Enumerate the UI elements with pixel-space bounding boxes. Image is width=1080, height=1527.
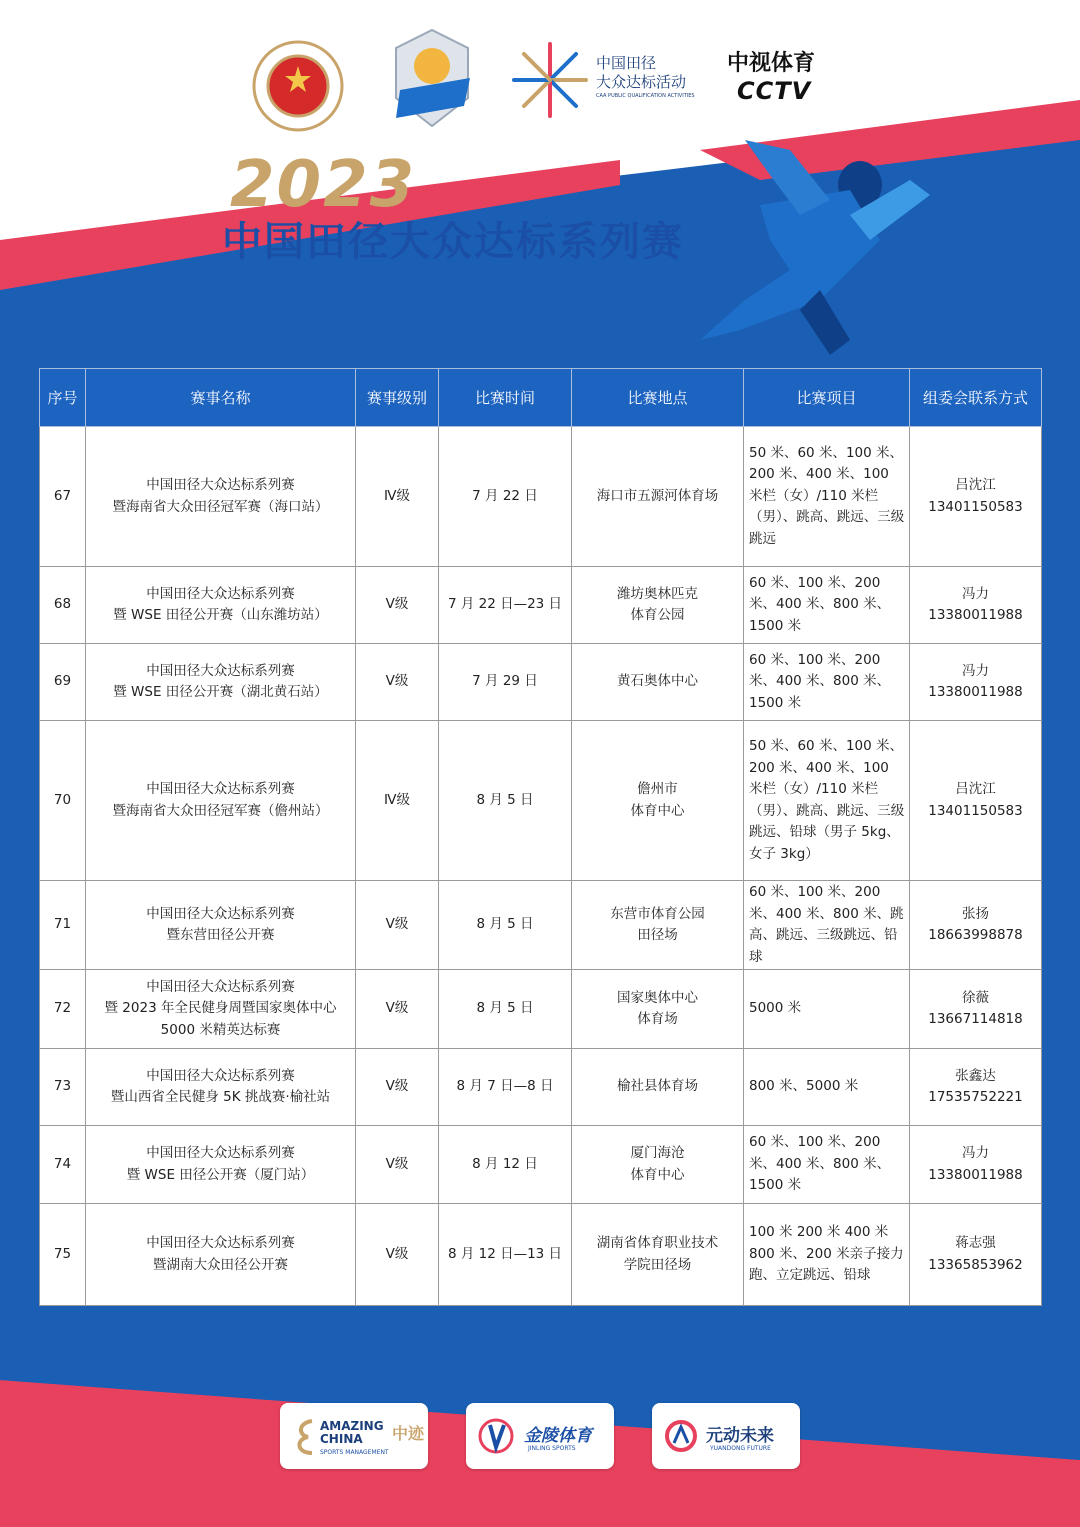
cell-event: 中国田径大众达标系列赛 暨 WSE 田径公开赛（山东潍坊站） [86, 567, 356, 644]
logo-row [0, 28, 1080, 138]
sponsor-cn: 中迹 [392, 1424, 425, 1443]
header-cell: 赛事级别 [356, 369, 439, 427]
page-title: 中国田径大众达标系列赛 [222, 219, 684, 265]
cell-date: 8 月 12 日—13 日 [439, 1204, 572, 1306]
cell-contact: 蒋志强 13365853962 [910, 1204, 1042, 1306]
cell-date: 8 月 7 日—8 日 [439, 1049, 572, 1126]
cell-event: 中国田径大众达标系列赛 暨东营田径公开赛 [86, 881, 356, 970]
table-row [40, 427, 1042, 567]
cell-date: 7 月 22 日 [439, 427, 572, 567]
cell-venue: 湖南省体育职业技术 学院田径场 [572, 1204, 744, 1306]
activity-logo-text [596, 54, 716, 101]
cell-number: 72 [40, 970, 86, 1049]
header-cell: 比赛项目 [744, 369, 910, 427]
table-row [40, 881, 1042, 970]
header-cell: 组委会联系方式 [910, 369, 1042, 427]
cell-contact: 吕沈江 13401150583 [910, 721, 1042, 881]
sponsor-amazing-china [280, 1403, 428, 1469]
cell-contact: 冯力 13380011988 [910, 567, 1042, 644]
cell-items: 800 米、5000 米 [744, 1049, 910, 1126]
cell-items: 5000 米 [744, 970, 910, 1049]
sponsor-jinling [466, 1403, 614, 1469]
cell-contact: 徐薇 13667114818 [910, 970, 1042, 1049]
table-header-row [40, 369, 1042, 427]
sponsor-sub: YUANDONG FUTURE [710, 1445, 771, 1452]
cell-contact: 冯力 13380011988 [910, 644, 1042, 721]
cell-items: 50 米、60 米、100 米、200 米、400 米、100 米栏（女）/110 米栏（男）、跳高、跳远、三级跳远、铅球（男子 5kg、女子 3kg） [744, 721, 910, 881]
table-row [40, 1126, 1042, 1204]
cell-date: 8 月 12 日 [439, 1126, 572, 1204]
cell-level: Ⅴ级 [356, 1049, 439, 1126]
cell-level: Ⅴ级 [356, 1204, 439, 1306]
cell-level: Ⅴ级 [356, 881, 439, 970]
cell-items: 60 米、100 米、200 米、400 米、800 米、1500 米 [744, 567, 910, 644]
cell-event: 中国田径大众达标系列赛 暨 WSE 田径公开赛（湖北黄石站） [86, 644, 356, 721]
schedule-table [39, 368, 1042, 1306]
activity-line2: 大众达标活动 [596, 73, 687, 91]
cell-number: 68 [40, 567, 86, 644]
cell-items: 60 米、100 米、200 米、400 米、800 米、跳高、跳远、三级跳远、铅球 [744, 881, 910, 970]
cell-event: 中国田径大众达标系列赛 暨山西省全民健身 5K 挑战赛·榆社站 [86, 1049, 356, 1126]
cell-date: 8 月 5 日 [439, 881, 572, 970]
cell-event: 中国田径大众达标系列赛 暨海南省大众田径冠军赛（海口站） [86, 427, 356, 567]
cell-level: Ⅴ级 [356, 1126, 439, 1204]
cell-number: 70 [40, 721, 86, 881]
cell-items: 60 米、100 米、200 米、400 米、800 米、1500 米 [744, 644, 910, 721]
cell-number: 74 [40, 1126, 86, 1204]
jinling-icon [476, 1417, 516, 1455]
cell-contact: 冯力 13380011988 [910, 1126, 1042, 1204]
cell-event: 中国田径大众达标系列赛 暨海南省大众田径冠军赛（儋州站） [86, 721, 356, 881]
activity-en: CAA PUBLIC QUALIFICATION ACTIVITIES [596, 93, 695, 99]
caa-emblem-icon [252, 40, 344, 132]
table-row [40, 721, 1042, 881]
header-cell: 序号 [40, 369, 86, 427]
activity-line1: 中国田径 [596, 54, 657, 72]
table-row [40, 644, 1042, 721]
cell-items: 60 米、100 米、200 米、400 米、800 米、1500 米 [744, 1126, 910, 1204]
cell-venue: 海口市五源河体育场 [572, 427, 744, 567]
table-row [40, 970, 1042, 1049]
cell-venue: 儋州市 体育中心 [572, 721, 744, 881]
table-row [40, 1049, 1042, 1126]
title-year: 2023 [230, 148, 417, 222]
cell-level: Ⅳ级 [356, 427, 439, 567]
cell-number: 67 [40, 427, 86, 567]
cell-number: 73 [40, 1049, 86, 1126]
cell-contact: 吕沈江 13401150583 [910, 427, 1042, 567]
cell-date: 7 月 22 日—23 日 [439, 567, 572, 644]
cell-venue: 东营市体育公园 田径场 [572, 881, 744, 970]
header-cell: 赛事名称 [86, 369, 356, 427]
table-row [40, 1204, 1042, 1306]
header-cell: 比赛时间 [439, 369, 572, 427]
cell-venue: 黄石奥体中心 [572, 644, 744, 721]
table-row [40, 567, 1042, 644]
cell-venue: 潍坊奥林匹克 体育公园 [572, 567, 744, 644]
cell-event: 中国田径大众达标系列赛 暨湖南大众田径公开赛 [86, 1204, 356, 1306]
header-cell: 比赛地点 [572, 369, 744, 427]
cell-event: 中国田径大众达标系列赛 暨 WSE 田径公开赛（厦门站） [86, 1126, 356, 1204]
broadcaster-logo [727, 46, 837, 105]
cell-venue: 榆社县体育场 [572, 1049, 744, 1126]
sponsor-sub: SPORTS MANAGEMENT [320, 1449, 389, 1456]
cell-items: 50 米、60 米、100 米、200 米、400 米、100 米栏（女）/110 米栏（男）、跳高、跳远、三级跳远 [744, 427, 910, 567]
cell-event: 中国田径大众达标系列赛 暨 2023 年全民健身周暨国家奥体中心 5000 米精英达标赛 [86, 970, 356, 1049]
cell-date: 7 月 29 日 [439, 644, 572, 721]
sponsor-name: 元动未来 [706, 1426, 774, 1446]
cell-number: 71 [40, 881, 86, 970]
broadcaster-cn: 中视体育 [727, 51, 816, 76]
broadcaster-en: CCTV [737, 77, 812, 105]
cell-number: 69 [40, 644, 86, 721]
cell-level: Ⅳ级 [356, 721, 439, 881]
sponsor-name: AMAZING CHINA [320, 1419, 384, 1446]
cell-items: 100 米 200 米 400 米 800 米、200 米亲子接力跑、立定跳远、铅球 [744, 1204, 910, 1306]
cell-date: 8 月 5 日 [439, 721, 572, 881]
sponsor-yuandong [652, 1403, 800, 1469]
yuandong-icon [664, 1419, 698, 1453]
sponsor-name: 金陵体育 [524, 1426, 592, 1446]
cell-level: Ⅴ级 [356, 644, 439, 721]
cell-level: Ⅴ级 [356, 970, 439, 1049]
cell-contact: 张扬 18663998878 [910, 881, 1042, 970]
amazing-china-icon [292, 1417, 318, 1457]
cell-date: 8 月 5 日 [439, 970, 572, 1049]
cell-number: 75 [40, 1204, 86, 1306]
sponsor-sub: JINLING SPORTS [528, 1445, 576, 1452]
cell-venue: 厦门海沧 体育中心 [572, 1126, 744, 1204]
cell-venue: 国家奥体中心 体育场 [572, 970, 744, 1049]
activity-burst-icon [510, 40, 590, 120]
cell-level: Ⅴ级 [356, 567, 439, 644]
cell-contact: 张鑫达 17535752221 [910, 1049, 1042, 1126]
series-badge-icon [390, 28, 474, 130]
